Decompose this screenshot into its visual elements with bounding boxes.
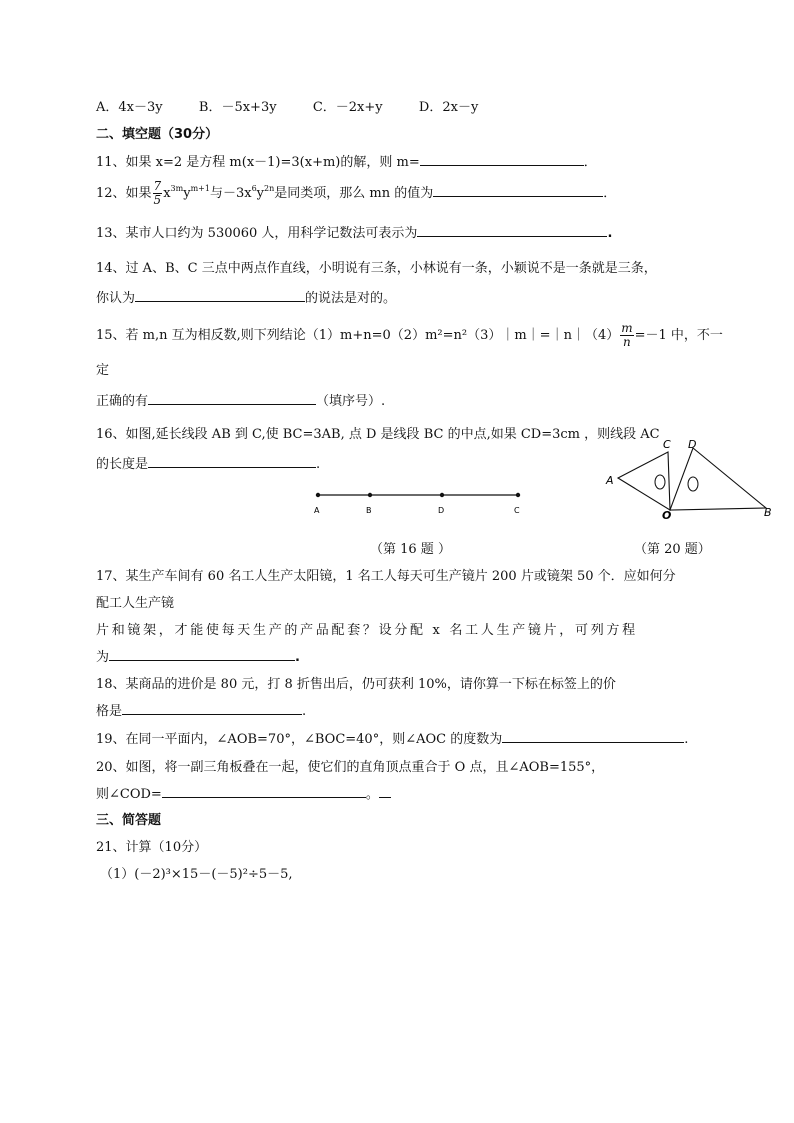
question-16-line-1: 16、如图,延长线段 AB 到 C,使 BC=3AB, 点 D 是线段 BC 的中点,如果 CD=3cm ，则线段 AC	[96, 427, 660, 442]
label-c: C	[663, 438, 671, 451]
section-title-short-answer: 三、简答题	[96, 813, 162, 828]
answer-blank-19[interactable]	[502, 728, 684, 743]
question-19: 19、在同一平面内，∠AOB=70°，∠BOC=40°，则∠AOC 的度数为 .	[96, 728, 688, 747]
point-c	[516, 493, 520, 497]
label-d: D	[438, 506, 445, 515]
label-b: B	[764, 506, 772, 519]
answer-blank-20[interactable]	[162, 783, 366, 798]
question-17-line-2: 配工人生产镜	[96, 596, 175, 611]
question-17-line-4: 为 .	[96, 646, 300, 665]
question-16-line-2: 的长度是 .	[96, 453, 320, 472]
options-row	[96, 96, 478, 115]
point-a	[316, 493, 320, 497]
label-a: A	[314, 506, 320, 515]
question-15-line-2: 定	[96, 363, 110, 378]
label-c: C	[514, 506, 520, 515]
question-12: 12、如果 $\frac{7}{5}$ $x^{3m}y^{m+1}$与$-3x^6y^{2n}$是同类项，那么 mn 的值为 ．	[96, 179, 617, 207]
point-d	[440, 493, 444, 497]
option-a: A．4x－3y	[96, 100, 163, 115]
label-d: D	[688, 438, 697, 451]
option-d: D．2x－y	[418, 100, 479, 115]
answer-blank-18[interactable]	[122, 700, 302, 715]
answer-blank-14[interactable]	[135, 287, 305, 302]
question-15-line-3: 正确的有 （填序号）.	[96, 390, 385, 409]
answer-blank-13[interactable]	[417, 222, 607, 237]
question-11-text: 11、如果 x=2 是方程 m(x－1)=3(x+m)的解，则 m=	[96, 155, 420, 170]
question-18-line-2: 格是 .	[96, 700, 306, 719]
question-13: 13、某市人口约为 530060 人，用科学记数法可表示为 .	[96, 222, 612, 241]
question-20-line-2: 则∠COD= 。	[96, 783, 391, 802]
figure-16-segment	[300, 485, 540, 519]
point-b	[368, 493, 372, 497]
answer-blank-15[interactable]	[148, 390, 316, 405]
label-b: B	[366, 506, 372, 515]
question-14-line-2: 你认为 的说法是对的。	[96, 287, 396, 306]
answer-blank-12[interactable]	[433, 182, 603, 197]
question-14-line-1: 14、过 A、B、C 三点中两点作直线，小明说有三条，小林说有一条，小颖说不是一条就是三条，	[96, 261, 657, 276]
label-o: O	[662, 509, 672, 520]
question-15-line-1: 15、若 m,n 互为相反数,则下列结论（1）m+n=0（2）m²=n²（3）｜m｜=｜n｜（4） $\frac{m}{n}$ =－1 中，不一	[96, 321, 723, 349]
option-b: B．－5x+3y	[198, 100, 277, 115]
question-20-line-1: 20、如图，将一副三角板叠在一起，使它们的直角顶点重合于 O 点，且∠AOB=155°，	[96, 760, 605, 775]
question-17-line-1: 17、某生产车间有 60 名工人生产太阳镜，1 名工人每天可生产镜片 200 片或镜架 50 个．应如何分	[96, 569, 676, 584]
answer-blank-16[interactable]	[148, 453, 316, 468]
question-17-line-3: 片和镜架，才能使每天生产的产品配套？设分配 x 名工人生产镜片，可列方程	[96, 623, 638, 638]
figure-20-triangles	[600, 436, 780, 520]
question-21-title: 21、计算（10分）	[96, 840, 208, 855]
fraction-m-n: $\frac{m}{n}$	[621, 321, 633, 349]
section-title-fill-in: 二、填空题（30分）	[96, 127, 219, 142]
question-21-part-1: （1）(－2)³×15－(－5)²÷5－5,	[100, 867, 293, 882]
fraction-7-5: $\frac{7}{5}$	[153, 179, 162, 207]
figure-16-caption: （第 16 题 ）	[370, 542, 451, 557]
figure-20-caption: （第 20 题）	[634, 542, 711, 557]
option-c: C．－2x+y	[312, 100, 383, 115]
question-11: 11、如果 x=2 是方程 m(x－1)=3(x+m)的解，则 m= ．	[96, 151, 597, 170]
answer-blank-11[interactable]	[420, 151, 584, 166]
question-18-line-1: 18、某商品的进价是 80 元，打 8 折售出后，仍可获利 10%，请你算一下标在标签上的价	[96, 677, 616, 692]
label-a: A	[606, 474, 614, 487]
answer-blank-17[interactable]	[109, 646, 295, 661]
